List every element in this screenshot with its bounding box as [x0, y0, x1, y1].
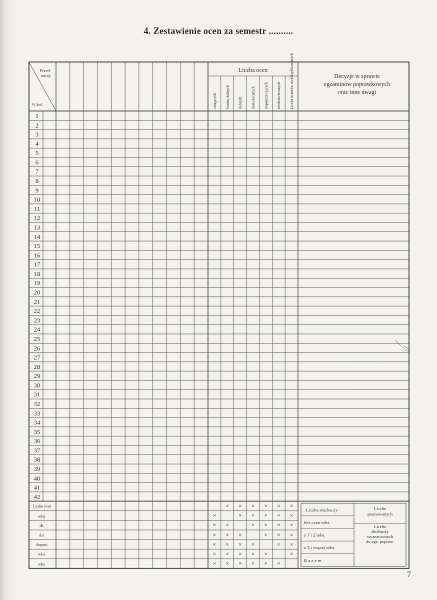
- page-title: 4. Zestawienie ocen za semestr ..........: [143, 26, 294, 36]
- cross-mark: ×: [251, 503, 255, 510]
- cross-mark: ×: [264, 551, 268, 558]
- cross-mark: ×: [238, 513, 242, 520]
- cross-mark: ×: [225, 503, 229, 510]
- cross-mark: ×: [277, 523, 281, 530]
- cross-mark: ×: [251, 561, 255, 568]
- row-number: 25: [33, 335, 41, 343]
- cross-mark: ×: [251, 513, 255, 520]
- grade-column-label: dobrych: [238, 96, 243, 109]
- cross-mark: ×: [212, 523, 217, 530]
- row-number: 41: [33, 484, 41, 492]
- summary-box-label: R a z e m: [304, 557, 322, 563]
- row-number: 29: [33, 373, 41, 381]
- makeup-label-2: słuchaczy: [371, 529, 389, 535]
- row-number: 39: [33, 466, 41, 474]
- row-number: 36: [33, 438, 41, 446]
- row-number: 4: [35, 140, 39, 148]
- summary-row-label: dopusz.: [36, 543, 48, 548]
- grade-column-label: Liczba uczniów nieklasyfikowanych: [290, 53, 295, 109]
- row-number: 7: [35, 168, 39, 176]
- cross-mark: ×: [264, 532, 268, 539]
- cross-mark: ×: [238, 542, 242, 549]
- cross-mark: ×: [277, 542, 281, 549]
- cross-mark: ×: [264, 561, 268, 568]
- cross-mark: ×: [264, 523, 268, 530]
- row-number: 18: [33, 270, 41, 278]
- row-number: 15: [33, 243, 41, 251]
- row-number: 9: [35, 187, 39, 195]
- cross-mark: ×: [264, 513, 268, 520]
- cross-mark: ×: [225, 523, 229, 530]
- cross-mark: ×: [212, 542, 217, 549]
- cross-mark: ×: [225, 532, 229, 539]
- row-number: 3: [35, 131, 39, 139]
- row-number: 20: [33, 289, 41, 297]
- grade-column-label: celujących: [212, 92, 217, 109]
- cross-mark: ×: [277, 561, 281, 568]
- row-number: 2: [35, 122, 39, 130]
- cross-mark: ×: [289, 551, 294, 558]
- cross-mark: ×: [212, 561, 217, 568]
- row-number: 13: [33, 224, 41, 232]
- row-number: 26: [33, 345, 41, 353]
- row-number: 1: [35, 113, 39, 120]
- row-number: 27: [33, 354, 41, 362]
- cross-mark: ×: [225, 561, 229, 568]
- summary-row-label: ndst.: [38, 562, 46, 567]
- row-number: 10: [33, 196, 41, 204]
- summary-box-label: Liczba słuchaczy: [306, 507, 338, 513]
- grade-column-label: dopuszcza-jących: [264, 82, 269, 109]
- cross-mark: ×: [251, 523, 255, 530]
- decisions-label-2: egzaminów poprawkowych: [323, 82, 391, 88]
- row-number: 22: [33, 308, 41, 316]
- summary-row-label: Liczba ocen: [32, 504, 52, 509]
- row-number: 16: [33, 252, 41, 260]
- grades-count-label: Liczba ocen: [238, 68, 268, 74]
- row-number: 30: [33, 382, 41, 390]
- cross-mark: ×: [212, 513, 217, 520]
- row-number: 28: [33, 363, 41, 371]
- cross-mark: ×: [225, 542, 229, 549]
- row-number: 12: [33, 215, 41, 223]
- row-number: 35: [33, 428, 41, 436]
- cross-mark: ×: [289, 542, 294, 549]
- summary-row-label: celuj.: [37, 514, 47, 519]
- cross-mark: ×: [251, 542, 255, 549]
- summary-box-label: bez ocen ndst.: [304, 519, 331, 525]
- cross-mark: ×: [277, 513, 281, 520]
- cross-mark: ×: [238, 561, 242, 568]
- summary-box-label: z 1 i 2 ndst.: [304, 532, 326, 538]
- cross-mark: ×: [212, 551, 217, 558]
- grade-column-label: niedosta-tecznych: [277, 81, 282, 109]
- decisions-label-3: oraz inne uwagi: [337, 90, 377, 96]
- cross-mark: ×: [225, 551, 229, 558]
- index-label: % kol.: [32, 102, 43, 107]
- summary-row-label: ndst.: [38, 552, 46, 557]
- row-number: 21: [33, 298, 41, 306]
- row-number: 34: [33, 419, 41, 427]
- decisions-label-1: Decyzje w sprawie: [334, 74, 380, 80]
- cross-mark: ×: [289, 523, 294, 530]
- cross-mark: ×: [264, 503, 268, 510]
- row-number: 6: [35, 159, 39, 167]
- row-number: 24: [33, 326, 41, 334]
- cross-mark: ×: [212, 532, 217, 539]
- page-number: 7: [407, 570, 411, 579]
- cross-mark: ×: [289, 532, 294, 539]
- row-number: 33: [33, 410, 41, 418]
- row-number: 11: [33, 205, 41, 213]
- cross-mark: ×: [289, 513, 294, 520]
- summary-box-label: z 3 i więcej ndst.: [304, 545, 335, 551]
- makeup-label-4: do egz. popraw.: [366, 539, 394, 545]
- row-number: 40: [33, 475, 41, 483]
- cross-mark: ×: [277, 503, 281, 510]
- row-number: 19: [33, 280, 41, 288]
- row-number: 32: [33, 400, 41, 408]
- promoted-label-1: Liczba: [374, 506, 386, 512]
- summary-row-label: db.: [39, 523, 45, 528]
- row-number: 23: [33, 317, 41, 325]
- cross-mark: ×: [289, 503, 294, 510]
- promoted-label-2: promowanych: [367, 511, 393, 517]
- cross-mark: ×: [238, 551, 242, 558]
- row-number: 31: [33, 391, 41, 399]
- pencil-mark: [395, 340, 410, 352]
- subject-label-2: mioty: [41, 73, 51, 78]
- cross-mark: ×: [277, 532, 281, 539]
- cross-mark: ×: [251, 551, 255, 558]
- row-number: 14: [33, 233, 41, 241]
- cross-mark: ×: [238, 532, 242, 539]
- row-number: 37: [33, 447, 41, 455]
- summary-row-label: dst.: [39, 533, 45, 538]
- row-number: 38: [33, 456, 41, 464]
- grade-column-label: bardzo dobrych: [225, 85, 230, 109]
- cross-mark: ×: [238, 503, 242, 510]
- grade-column-label: dosta-tecznych: [251, 86, 256, 109]
- row-number: 17: [33, 261, 41, 269]
- subject-label-1: Przed-: [40, 68, 51, 73]
- makeup-label-1: Liczba: [374, 524, 386, 530]
- makeup-label-3: wyznaczonych: [366, 534, 394, 540]
- row-number: 8: [35, 178, 39, 186]
- row-number: 5: [35, 150, 39, 158]
- row-number: 42: [33, 493, 41, 501]
